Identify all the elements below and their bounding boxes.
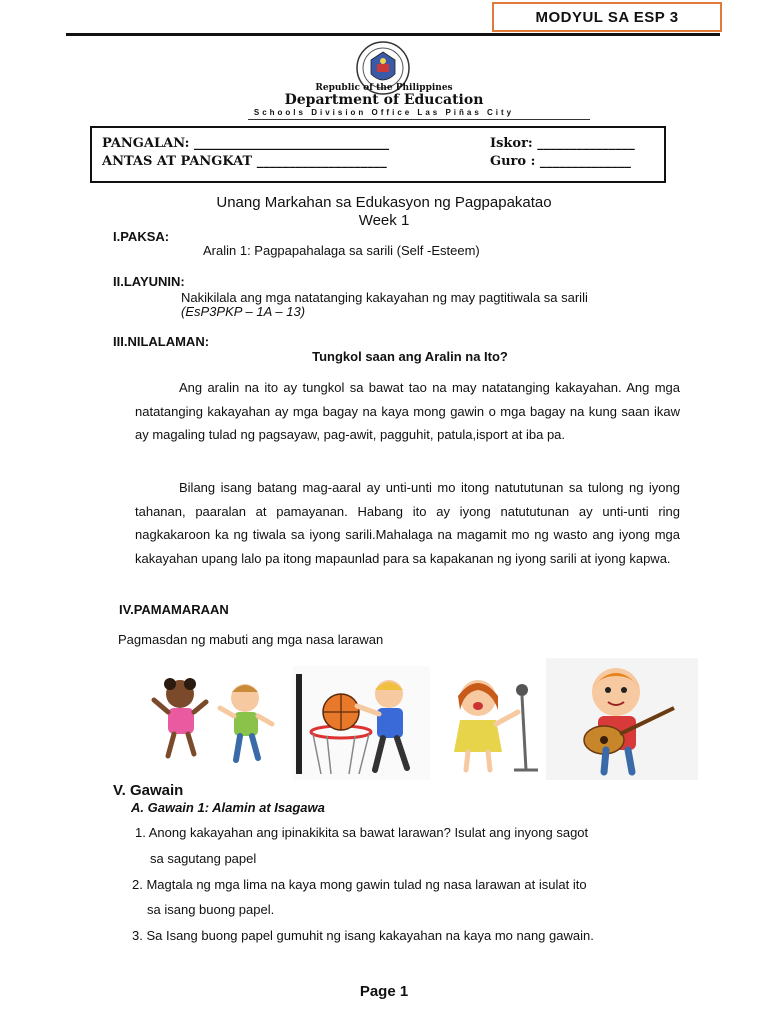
module-label: MODYUL SA ESP 3	[492, 2, 722, 32]
gawain-item-1-line1: 1. Anong kakayahan ang ipinakikita sa bawat larawan? Isulat ang inyong sagot	[135, 825, 589, 840]
paragraph-2-text: Bilang isang batang mag-aaral ay unti-unti mo itong natututunan sa tulong ng iyong tahanan, paaralan at pamayanan. Habang ito ay iyong natututunan ay unti-unti ring nagkakaroon ka ng tiwala sa iyong sarili.Mahalaga na magamit mo ng wasto ang iyong mga kakayahan upang lalo pa itong mapaunlad para sa kapakanan ng iyong sarili at iyong kapwa.	[135, 480, 680, 566]
department-text: Department of Education	[284, 92, 484, 108]
layunin-text: Nakikilala ang mga natatanging kakayahan ng may pagtitiwala sa sarili	[181, 290, 588, 305]
pamamaraan-heading: IV.PAMAMARAAN	[119, 602, 229, 617]
paragraph-1-text: Ang aralin na ito ay tungkol sa bawat tao na may natatanging kakayahan. Ang mga natatanging kakayahan ay mga bagay na kaya mong gawin o mga bagay na kung saan ikaw ay magaling tulad ng pagsayaw, pag-awit, pagguhit, patula,isport at iba pa.	[135, 380, 680, 442]
gawain-item-2-line1: 2. Magtala ng mga lima na kaya mong gawin tulad ng nasa larawan at isulat ito	[132, 877, 587, 892]
division-text: Schools Division Office Las Piñas City	[253, 108, 515, 117]
gawain-a-subtitle: : Alamin at Isagawa	[204, 800, 325, 815]
singing-girl-icon	[440, 670, 545, 775]
basketball-player-icon	[293, 666, 430, 780]
pamamaraan-text: Pagmasdan ng mabuti ang mga nasa larawan	[118, 632, 384, 647]
score-field[interactable]: Iskor: _______________	[490, 136, 635, 151]
page-number: Page 1	[359, 983, 409, 1000]
paksa-text: Aralin 1: Pagpapahalaga sa sarili (Self -Esteem)	[203, 243, 480, 258]
dancing-kids-icon	[150, 672, 280, 767]
pictures-row	[150, 658, 698, 780]
grade-section-field[interactable]: ANTAS AT PANGKAT ____________________	[102, 154, 387, 169]
layunin-code: (EsP3PKP – 1A – 13)	[181, 304, 306, 319]
paragraph-1	[135, 376, 680, 447]
layunin-heading: II.LAYUNIN:	[113, 274, 185, 289]
department-underline	[248, 119, 590, 120]
nilalaman-subheading: Tungkol saan ang Aralin na Ito?	[312, 349, 508, 364]
paksa-heading: I.PAKSA:	[113, 229, 170, 244]
name-field[interactable]: PANGALAN: ______________________________	[102, 136, 389, 151]
lesson-title: Unang Markahan sa Edukasyon ng Pagpapakatao	[216, 194, 552, 211]
republic-text: Republic of the Philippines	[315, 83, 453, 93]
gawain-item-2-line2: sa isang buong papel.	[147, 902, 275, 917]
guitar-boy-icon	[546, 658, 698, 780]
gawain-item-3-line1: 3. Sa Isang buong papel gumuhit ng isang kakayahan na kaya mo nang gawain.	[132, 928, 594, 943]
gawain-a-prefix: A. Gawain 1	[131, 800, 205, 815]
lesson-week: Week 1	[358, 212, 410, 229]
paragraph-2	[135, 476, 680, 570]
nilalaman-heading: III.NILALAMAN:	[113, 334, 210, 349]
teacher-field[interactable]: Guro : ______________	[490, 154, 631, 169]
student-info-box	[90, 126, 666, 183]
gawain-item-1-line2: sa sagutang papel	[150, 851, 257, 866]
header-divider	[66, 33, 720, 36]
gawain-heading: V. Gawain	[113, 782, 184, 799]
gawain-a-title	[131, 800, 325, 815]
